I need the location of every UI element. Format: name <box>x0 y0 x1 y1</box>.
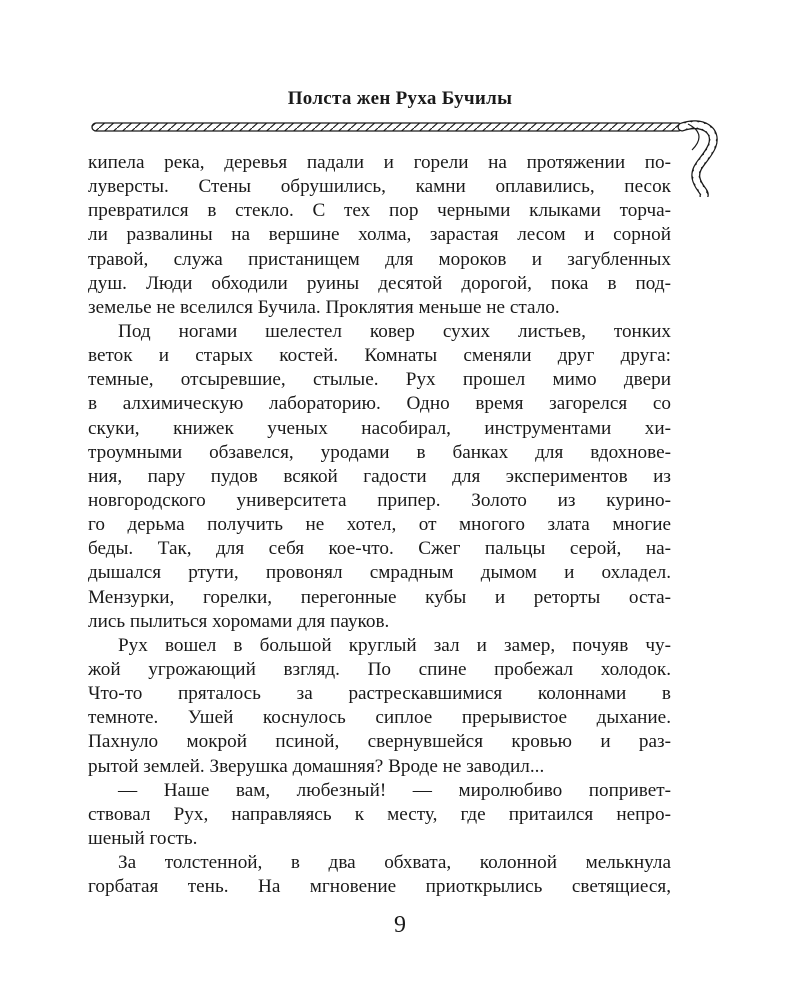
text-line: Под ногами шелестел ковер сухих листьев, тонких <box>118 320 671 342</box>
text-line: скуки, книжек ученых насобирал, инструментами хи- <box>88 417 671 439</box>
text-line: Что-то пряталось за растрескавшимися колоннами в <box>88 683 671 705</box>
text-line: беды. Так, для себя кое-что. Сжег пальцы серой, на- <box>88 538 671 560</box>
text-line: веток и старых костей. Комнаты сменяли друг друга: <box>88 345 671 367</box>
text-line: луверсты. Стены обрушились, камни оплавились, песок <box>88 176 671 198</box>
text-line: лись пылиться хоромами для пауков. <box>88 610 390 632</box>
text-line: душ. Люди обходили руины десятой дорогой, пока в под- <box>88 272 671 294</box>
page-number: 9 <box>394 912 406 938</box>
text-line: рытой землей. Зверушка домашняя? Вроде не заводил... <box>88 755 545 777</box>
text-line: ствовал Рух, направляясь к месту, где притаился непро- <box>88 803 671 825</box>
text-line: Пахнуло мокрой псиной, свернувшейся кровью и раз- <box>88 731 671 753</box>
text-line: ния, пару пудов всякой гадости для экспериментов из <box>88 465 671 487</box>
running-header: Полста жен Руха Бучилы <box>287 88 513 109</box>
text-line: кипела река, деревья падали и горели на протяжении по- <box>88 152 671 173</box>
text-line: земелье не вселился Бучила. Проклятия меньше не стало. <box>88 296 560 318</box>
text-line: дышался ртути, провонял смрадным дымом и охладел. <box>88 562 671 584</box>
text-line: новгородского университета припер. Золото из курино- <box>88 489 671 511</box>
text-line: горбатая тень. На мгновение приоткрылись светящиеся, <box>88 876 671 898</box>
text-line: темноте. Ушей коснулось сиплое прерывистое дыхание. <box>88 707 671 729</box>
text-line: в алхимическую лабораторию. Одно время загорелся со <box>88 393 671 415</box>
text-line: жой угрожающий взгляд. По спине пробежал холодок. <box>88 658 671 680</box>
text-line: шеный гость. <box>88 827 198 849</box>
text-line: темные, отсыревшие, стылые. Рух прошел мимо двери <box>88 369 671 391</box>
text-line: травой, служа пристанищем для мороков и загубленных <box>88 248 671 270</box>
text-line: го дерьма получить не хотел, от многого злата многие <box>88 514 671 536</box>
text-line: Рух вошел в большой круглый зал и замер, почуяв чу- <box>118 634 671 656</box>
text-line: ли развалины на вершине холма, зарастая лесом и сорной <box>88 224 671 246</box>
body-text <box>88 151 671 899</box>
text-line: превратился в стекло. С тех пор черными клыками торча- <box>88 200 671 222</box>
text-line: Мензурки, горелки, перегонные кубы и реторты оста- <box>88 586 671 608</box>
text-line: — Наше вам, любезный! — миролюбиво попривет- <box>118 779 671 801</box>
text-line: За толстенной, в два обхвата, колонной мелькнула <box>118 852 671 874</box>
text-line: троумными обзавелся, уродами в банках для вдохнове- <box>88 441 671 463</box>
